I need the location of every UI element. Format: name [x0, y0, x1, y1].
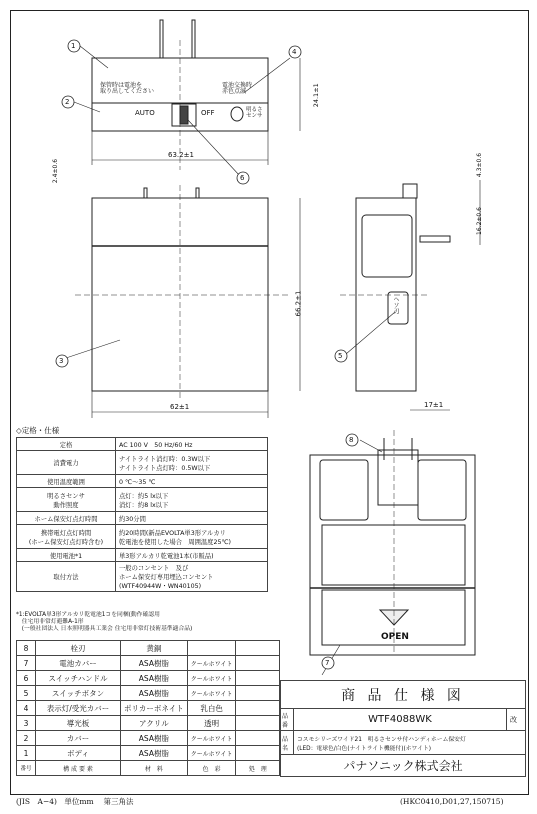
part-name: 表示灯/受光カバー: [36, 701, 121, 716]
drawing-title: 商 品 仕 様 図: [281, 681, 526, 709]
part-no: 7: [17, 656, 36, 671]
battery-storage-label: 保管時は電池を 取り出してください: [100, 82, 155, 95]
spec-key: 使用電池*1: [17, 549, 116, 562]
dim-prong: 2.4±0.6: [52, 158, 60, 184]
revision-label: 改: [507, 709, 526, 731]
callout-3: 3: [59, 357, 64, 365]
spec-value: 点灯：約5 lx以下 消灯：約8 lx以下: [116, 488, 268, 512]
part-finish: [236, 716, 280, 731]
back-view-drawing: [300, 430, 530, 675]
part-no: 2: [17, 731, 36, 746]
specs-table: [16, 437, 268, 592]
spec-value: 約20時間(新品EVOLTA単3形アルカリ 乾電池を使用した場合 周囲温度25℃): [116, 525, 268, 549]
company-name: パナソニック株式会社: [281, 755, 526, 777]
parts-header-name: 構 成 要 素: [36, 761, 121, 776]
part-material: ASA樹脂: [121, 731, 188, 746]
part-finish: [236, 701, 280, 716]
spec-value: 約30分間: [116, 512, 268, 525]
dim-side-depth: 17±1: [424, 401, 444, 409]
spec-value: 0 ℃〜35 ℃: [116, 475, 268, 488]
part-no: 5: [17, 686, 36, 701]
part-color: 透明: [187, 716, 236, 731]
sensor-label: 明るさ センサ: [246, 107, 263, 119]
off-label: OFF: [201, 109, 215, 117]
auto-label: AUTO: [135, 109, 155, 117]
part-color: クールホワイト: [187, 731, 236, 746]
footer-right: (HKC0410,D01,27,150715): [400, 797, 504, 806]
part-name: 電池カバー: [36, 656, 121, 671]
dim-top-width: 63.2±1: [168, 151, 194, 159]
spec-key: 消費電力: [17, 451, 116, 475]
dim-side-b: 16.2±0.6: [475, 207, 483, 235]
hinban-label: 品番: [281, 709, 294, 731]
part-finish: [236, 641, 280, 656]
callout-1: 1: [71, 42, 76, 50]
part-no: 3: [17, 716, 36, 731]
part-no: 4: [17, 701, 36, 716]
side-view-body: [356, 198, 416, 391]
dim-top-height: 24.1±1: [311, 83, 320, 108]
callout-5: 5: [338, 352, 343, 360]
part-name: ボディ: [36, 746, 121, 761]
callout-8: 8: [349, 436, 354, 444]
spec-key: ホーム保安灯点灯時間: [17, 512, 116, 525]
callout-2: 2: [65, 98, 70, 106]
open-label: OPEN: [381, 632, 409, 642]
part-name: カバー: [36, 731, 121, 746]
parts-header-color: 色 彩: [187, 761, 236, 776]
side-vertical-label: ヘソ刃: [392, 296, 399, 314]
spec-value: 単3形アルカリ乾電池1本(市販品): [116, 549, 268, 562]
part-material: ASA樹脂: [121, 686, 188, 701]
callout-7: 7: [325, 659, 330, 667]
part-material: ポリカーボネイト: [121, 701, 188, 716]
part-color: 乳白色: [187, 701, 236, 716]
spec-key: 使用温度範囲: [17, 475, 116, 488]
product-number: WTF4088WK: [294, 709, 507, 731]
part-finish: [236, 656, 280, 671]
parts-header-material: 材 料: [121, 761, 188, 776]
spec-key: 定格: [17, 438, 116, 451]
part-finish: [236, 746, 280, 761]
parts-table: [16, 640, 280, 776]
callout-4: 4: [292, 48, 297, 56]
spec-key: 携帯電灯点灯時間 (ホーム保安灯点灯時含む): [17, 525, 116, 549]
product-name: コスモシリーズワイド21 明るさセンサ付ハンディホーム保安灯 (LED：電球色/白色(ナイトライト機能付)(ホワイト): [294, 731, 526, 755]
battery-replace-label: 電池交換時 赤色点滅: [222, 82, 253, 95]
part-color: クールホワイト: [187, 746, 236, 761]
part-material: ASA樹脂: [121, 671, 188, 686]
part-color: クールホワイト: [187, 671, 236, 686]
spec-value: ナイトライト消灯時：0.3W以下 ナイトライト点灯時：0.5W以下: [116, 451, 268, 475]
hinmei-label: 品名: [281, 731, 294, 755]
spec-key: 明るさセンサ 動作照度: [17, 488, 116, 512]
dim-front-width: 62±1: [170, 403, 190, 411]
dim-front-height: 66.2±1: [294, 290, 303, 317]
specs-note: *1:EVOLTA単3形アルカリ乾電池1コを同梱(動作確認用 住宅用非常灯避難A-1形 (一般社団法人 日本照明器具工業会 住宅用非常灯技術基準適合品): [16, 612, 193, 633]
part-material: ASA樹脂: [121, 746, 188, 761]
part-no: 6: [17, 671, 36, 686]
parts-header-finish: 処 理: [236, 761, 280, 776]
part-finish: [236, 671, 280, 686]
part-finish: [236, 731, 280, 746]
specs-heading: ◇定格・仕様: [16, 426, 60, 435]
part-no: 1: [17, 746, 36, 761]
spec-value: AC 100 V 50 Hz/60 Hz: [116, 438, 268, 451]
part-color: クールホワイト: [187, 656, 236, 671]
part-name: 栓刃: [36, 641, 121, 656]
title-block: [280, 680, 526, 777]
part-color: クールホワイト: [187, 686, 236, 701]
part-material: アクリル: [121, 716, 188, 731]
part-material: 黄銅: [121, 641, 188, 656]
part-finish: [236, 686, 280, 701]
spec-value: 一般のコンセント 及び ホーム保安灯専用埋込コンセント (WTF40944W・WN40105): [116, 562, 268, 592]
spec-key: 取付方法: [17, 562, 116, 592]
part-material: ASA樹脂: [121, 656, 188, 671]
part-name: スイッチハンドル: [36, 671, 121, 686]
footer-left: (JIS A−4) 単位mm 第三角法: [16, 797, 134, 806]
dim-side-a: 4.3±0.6: [476, 152, 484, 178]
part-no: 8: [17, 641, 36, 656]
part-name: 導光板: [36, 716, 121, 731]
callout-6: 6: [240, 174, 245, 182]
parts-header-no: 番号: [17, 761, 36, 776]
part-name: スイッチボタン: [36, 686, 121, 701]
part-color: [187, 641, 236, 656]
